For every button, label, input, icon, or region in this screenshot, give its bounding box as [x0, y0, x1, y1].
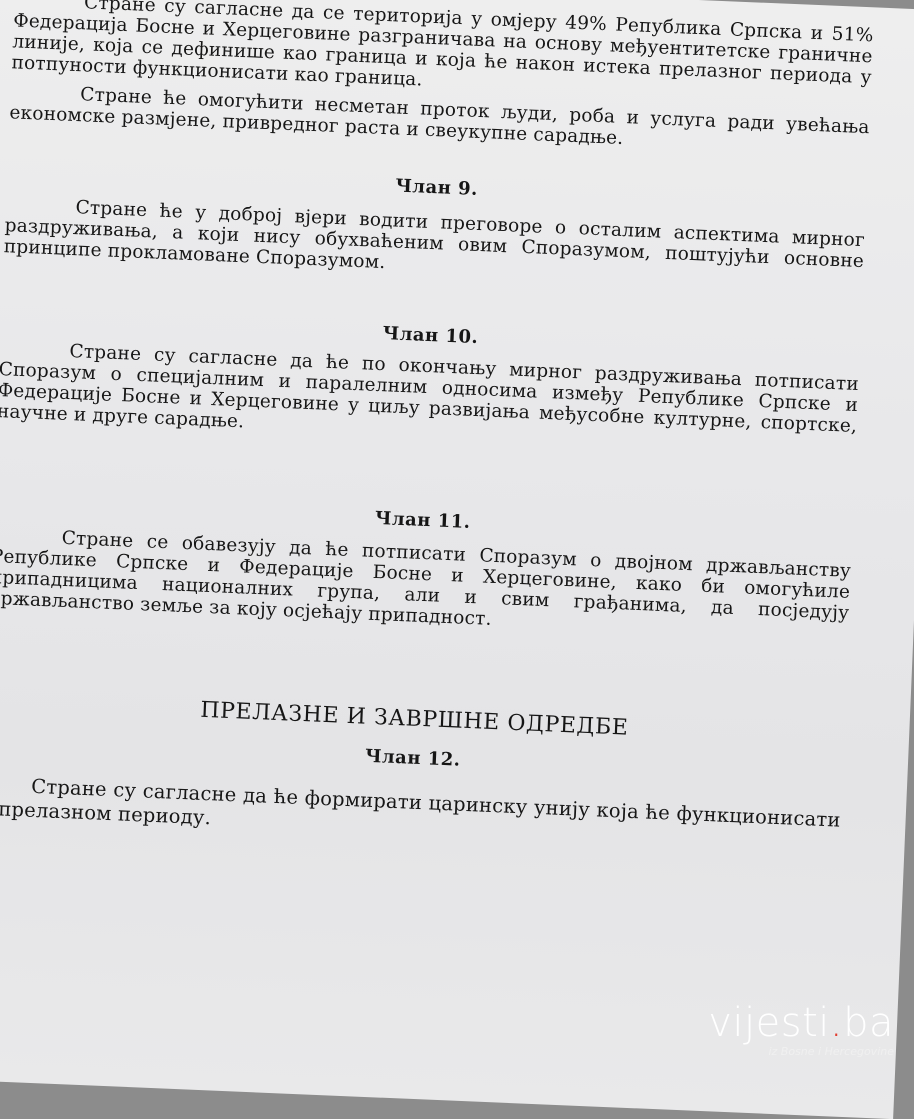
watermark-logo-text [708, 1003, 894, 1043]
article-11-text: Стране се обавезују да ће потписати Споразум о двојном држављанству Републике Српске и Федерације Босне и Херцеговине, како би омогућиле припадницима националних група, али и свим грађанима, да посједују држављанство земље за коју осјећају припадност. [0, 525, 851, 645]
article-10-heading: Члан 10. [0, 307, 860, 364]
paragraph-territory: Стране су сагласне да се територија у омјеру 49% Република Српска и 51% Федерација Босне и Херцеговине разграничава на основу међуентитетске граничне линије, која се дефинише као граница и која ће након истека прелазног периода у потпуности функционисати као граница. [11, 0, 874, 109]
watermark-logo-dot: . [830, 1000, 843, 1046]
article-11-heading: Члан 11. [0, 492, 853, 549]
article-10-text: Стране су сагласне да ће по окончању мирног раздруживања потписати Споразум о специјалним и паралелним односима између Републике Српске и Федерације Босне и Херцеговине у циљу развијања међусобне културне, спортске, научне и друге сарадње. [0, 338, 859, 458]
article-12-heading: Члан 12. [0, 730, 843, 787]
watermark-tagline: iz Bosne i Hercegovine [708, 1045, 894, 1058]
paragraph-free-flow: Стране ће омогућити несметан проток људи, роба и услуга ради увећања економске размјене, привредног раста и свеукупне сарадње. [9, 81, 870, 159]
article-9-heading: Члан 9. [7, 159, 867, 216]
watermark-logo [708, 1003, 894, 1058]
watermark-logo-main: vijesti [708, 1000, 830, 1046]
article-9-text: Стране ће у доброј вјери водити преговоре о осталим аспектима мирног раздруживања, а који нису обухваћеним овим Споразумом, поштујући основне принципе прокламоване Споразумом. [3, 194, 865, 293]
section-title: ПРЕЛАЗНЕ И ЗАВРШНЕ ОДРЕДБЕ [0, 689, 845, 750]
article-12-text: Стране су сагласне да ће формирати царинску унију која ће функционисати у прелазном периоду. [0, 773, 841, 857]
watermark-logo-tld: ba [843, 1000, 894, 1046]
